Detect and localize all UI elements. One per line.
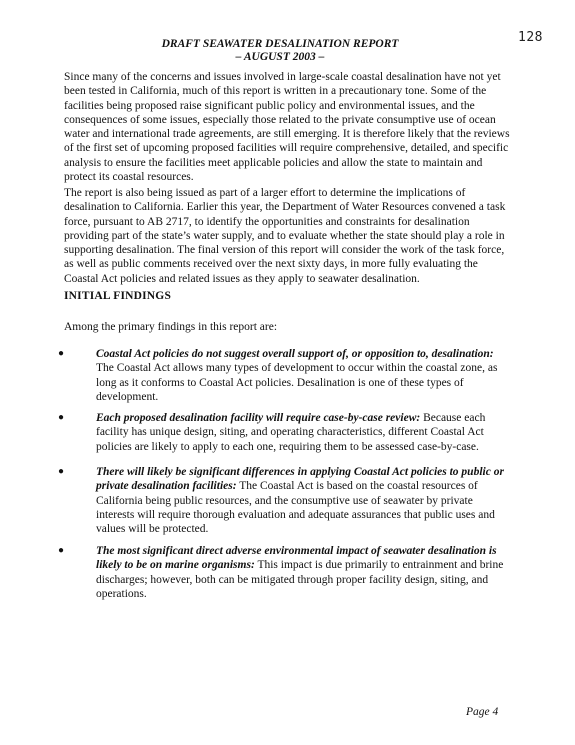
finding-text — [96, 465, 514, 536]
finding-text — [96, 347, 514, 404]
paragraph-larger-effort: The report is also being issued as part of a larger effort to determine the implications of desalination to California. Earlier this year, the Department of Water Resources convened a task force, pursuant to AB 2717, to identify the opportunities and constraints for desalination providing part of the state’s water supply, and to evaluate whether the state should play a role in supporting desalination. The final version of this report will consider the work of the task force, as well as public comments received over the next sixty days, in more fully evaluating the Coastal Act policies and related issues as they apply to seawater desalination. — [64, 187, 506, 285]
finding-text — [96, 544, 514, 601]
finding-lead: There will likely be significant differences in applying Coastal Act policies to public or private desalination facilities: — [96, 466, 504, 493]
finding-body: The Coastal Act is based on the coastal resources of California being public resources, and the consumptive use of seawater by private interests will require thorough evaluation and adequate assurances that public uses and values will be protected. — [96, 480, 495, 536]
finding-body: The Coastal Act allows many types of development to occur within the coastal zone, as long as it conforms to Coastal Act policies. Desalination is one of these types of development. — [96, 362, 498, 403]
findings-intro: Among the primary findings in this report are: — [64, 321, 278, 333]
report-title: DRAFT SEAWATER DESALINATION REPORT — [161, 38, 399, 50]
section-heading: INITIAL FINDINGS — [64, 290, 172, 302]
page-footer-number: Page 4 — [466, 706, 499, 718]
page-stamp-number: 128 — [518, 30, 543, 45]
bullet-icon: ● — [58, 348, 65, 359]
paragraph-precautionary-tone: Since many of the concerns and issues involved in large-scale coastal desalination have not yet been tested in California, much of this report is written in a precautionary tone. Some of the facilities being proposed raise significant public policy and environmental issues, and the consequences of some issues, especially those related to the private consumptive use of ocean water and international trade agreements, are still emerging. It is therefore likely that the reviews of the first set of upcoming proposed facilities will require comprehensive, detailed, and specific analysis to ensure the facilities meet applicable policies and allow the state to maintain and protect its coastal resources. — [64, 71, 510, 184]
bullet-icon: ● — [58, 412, 65, 423]
finding-body: Because each facility has unique design, siting, and operating characteristics, different Coastal Act policies are likely to apply to each one, requiring them to be assessed case-by-case. — [96, 412, 486, 453]
finding-body: This impact is due primarily to entrainment and brine discharges; however, both can be mitigated through proper facility design, siting, and operations. — [96, 559, 504, 600]
bullet-icon: ● — [58, 545, 65, 556]
report-date: – AUGUST 2003 – — [235, 51, 325, 63]
finding-lead: The most significant direct adverse environmental impact of seawater desalination is likely to be on marine organisms: — [96, 545, 497, 572]
bullet-icon: ● — [58, 466, 65, 477]
finding-lead: Coastal Act policies do not suggest overall support of, or opposition to, desalination: — [96, 348, 494, 360]
finding-text — [96, 411, 514, 454]
finding-lead: Each proposed desalination facility will require case-by-case review: — [96, 412, 421, 424]
